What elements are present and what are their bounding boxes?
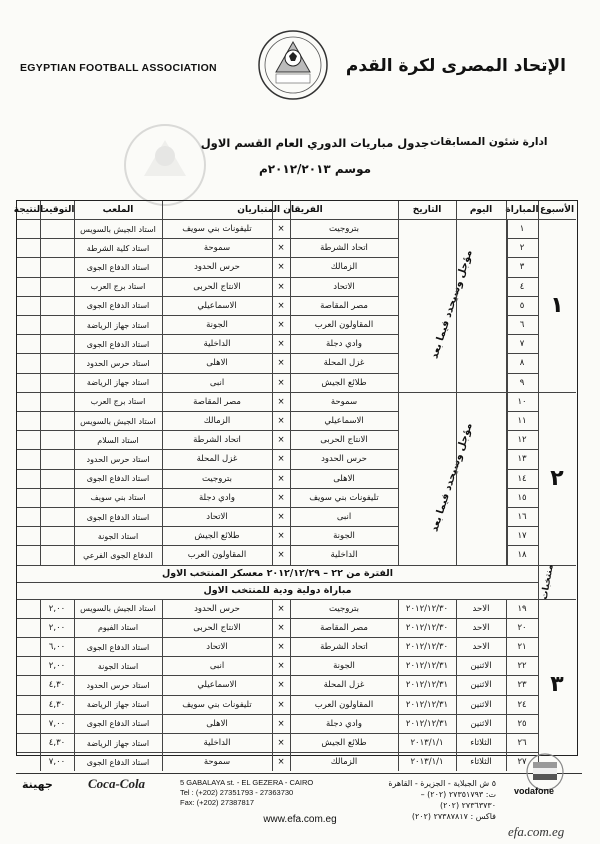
vs-sign: ×: [277, 492, 285, 503]
match-day: الثلاثاء: [470, 738, 492, 749]
match-date: ٢٠١٣/١/١: [410, 757, 444, 768]
match-venue: استاد الجونة: [97, 531, 139, 541]
match-time: ٧,٠٠: [48, 757, 66, 768]
footer-contact-english: [180, 778, 313, 808]
column-divider: [290, 599, 291, 772]
match-number: ٤: [519, 281, 525, 292]
match-date: ٢٠١٢/١٢/٣٠: [405, 642, 449, 653]
match-number: ٢٠: [517, 622, 527, 633]
match-result: [17, 753, 40, 771]
home-team: بتروجيت: [329, 224, 359, 235]
column-divider: [506, 219, 507, 565]
match-time: [40, 278, 74, 296]
match-date: ٢٠١٢/١٢/٣١: [405, 661, 449, 672]
vs-sign: ×: [277, 281, 285, 292]
vs-sign: ×: [277, 224, 285, 235]
header-venue: الملعب: [102, 205, 134, 215]
match-day: الاثنين: [470, 699, 492, 710]
column-divider: [398, 599, 399, 772]
home-team: الاتحاد: [333, 281, 355, 292]
match-time: [40, 220, 74, 238]
vs-sign: ×: [277, 757, 285, 768]
away-team: الانتاج الحربى: [193, 281, 241, 292]
match-result: [17, 335, 40, 353]
match-time: [40, 239, 74, 257]
home-team: غزل المحلة: [323, 680, 365, 691]
column-divider: [506, 599, 507, 772]
away-team: مصر المقاصة: [193, 396, 241, 407]
match-venue: استاد بني سويف: [90, 493, 146, 503]
away-team: سموحة: [203, 757, 231, 768]
footer-address-ar: ٥ ش الجبلاية - الجزيرة - القاهرة: [388, 779, 496, 788]
away-team: الجونة: [206, 320, 228, 331]
away-team: حرس الحدود: [194, 262, 240, 273]
match-number: ١٩: [517, 603, 527, 614]
footer-divider: [16, 773, 582, 774]
away-team: بتروجيت: [202, 473, 232, 484]
match-date: ٢٠١٢/١٢/٣١: [405, 699, 449, 710]
match-result: [17, 297, 40, 315]
vs-sign: ×: [277, 718, 285, 729]
header-teams: الفريقان المتباريان: [237, 205, 323, 215]
vs-sign: ×: [277, 243, 285, 254]
match-day: الاحد: [472, 603, 490, 614]
home-team: وادي دجلة: [325, 339, 363, 350]
vs-sign: ×: [277, 262, 285, 273]
away-team: سموحة: [203, 243, 231, 254]
match-time: [40, 316, 74, 334]
match-number: ٩: [519, 377, 525, 388]
match-number: ٢٥: [517, 718, 527, 729]
match-number: ١٧: [517, 531, 527, 542]
away-team: اتحاد الشرطة: [193, 435, 241, 446]
column-divider: [74, 599, 75, 772]
table-row: [17, 637, 538, 656]
match-venue: استاد الدفاع الجوى: [86, 512, 150, 522]
column-divider: [398, 201, 399, 219]
match-venue: استاد الدفاع الجوى: [86, 719, 150, 729]
match-venue: استاد جهاز الرياضة: [86, 738, 150, 748]
vs-sign: ×: [277, 680, 285, 691]
match-result: [17, 354, 40, 372]
column-divider: [272, 599, 273, 772]
match-result: [17, 316, 40, 334]
match-venue: استاد الدفاع الجوى: [86, 339, 150, 349]
match-result: [17, 657, 40, 675]
match-venue: استاد الدفاع الجوى: [86, 301, 150, 311]
away-team: الانتاج الحربى: [193, 622, 241, 633]
home-team: الانتاج الحربى: [320, 435, 368, 446]
footer-fax-en: Fax: (+202) 27387817: [180, 798, 255, 807]
match-result: [17, 527, 40, 545]
match-result: [17, 638, 40, 656]
match-date: ٢٠١٢/١٢/٣١: [405, 680, 449, 691]
match-result: [17, 374, 40, 392]
away-team: وادي دجلة: [198, 492, 236, 503]
home-team: المقاولون العرب: [314, 320, 374, 331]
match-time: [40, 412, 74, 430]
vs-sign: ×: [277, 435, 285, 446]
match-day: الاثنين: [470, 718, 492, 729]
match-time: ٢,٠٠: [48, 603, 66, 614]
away-team: الداخلية: [203, 738, 231, 749]
match-number: ٦: [519, 320, 525, 331]
match-day: الاثنين: [470, 661, 492, 672]
away-team: تليفونات بني سويف: [182, 224, 252, 235]
home-team: طلائع الجيش: [321, 377, 367, 388]
vs-sign: ×: [277, 531, 285, 542]
match-venue: استاد الجونة: [97, 661, 139, 671]
footer-address-en: 5 GABALAYA st. - EL GEZERA - CAIRO: [180, 778, 314, 787]
away-team: الاهلى: [206, 718, 228, 729]
column-divider: [40, 201, 41, 219]
vs-sign: ×: [277, 339, 285, 350]
away-team: غزل المحلة: [196, 454, 238, 465]
footer-website[interactable]: www.efa.com.eg: [263, 814, 337, 825]
match-venue: استاد حرس الحدود: [86, 358, 150, 368]
match-time: [40, 546, 74, 564]
week-3-divider: [538, 599, 576, 600]
home-team: انبى: [336, 512, 352, 523]
vs-sign: ×: [277, 512, 285, 523]
vs-sign: ×: [277, 622, 285, 633]
match-time: ٦,٠٠: [48, 642, 66, 653]
header-result: النتيجة: [13, 205, 44, 215]
match-venue: استاد حرس الحدود: [86, 454, 150, 464]
match-venue: استاد حرس الحدود: [86, 680, 150, 690]
week-2-label: ٢: [550, 465, 564, 491]
match-result: [17, 734, 40, 752]
match-venue: استاد كلية الشرطة: [86, 243, 150, 253]
match-time: ٧,٠٠: [48, 718, 66, 729]
column-divider: [272, 219, 273, 565]
table-row: [17, 675, 538, 694]
match-venue: استاد برج العرب: [90, 282, 146, 292]
match-date: ٢٠١٢/١٢/٣٠: [405, 622, 449, 633]
match-time: [40, 374, 74, 392]
match-time: [40, 354, 74, 372]
match-time: ٤,٣٠: [48, 738, 66, 749]
match-number: ٢١: [517, 642, 527, 653]
vodafone-logo: vodafone: [514, 786, 555, 796]
vs-sign: ×: [277, 550, 285, 561]
match-result: [17, 470, 40, 488]
table-row: [17, 656, 538, 675]
match-time: [40, 508, 74, 526]
match-day: الاحد: [472, 642, 490, 653]
vs-sign: ×: [277, 416, 285, 427]
match-venue: استاد السلام: [97, 435, 139, 445]
match-date: ٢٠١٢/١٢/٣١: [405, 718, 449, 729]
vs-sign: ×: [277, 661, 285, 672]
match-venue: استاد الجيش بالسويس: [80, 416, 156, 426]
efa-logo-icon: [256, 28, 330, 102]
home-team: الاهلى: [333, 473, 355, 484]
season-label: موسم ٢٠١٢/٢٠١٣م: [258, 162, 372, 176]
match-number: ١١: [517, 416, 527, 427]
vs-sign: ×: [277, 300, 285, 311]
match-result: [17, 450, 40, 468]
column-divider: [162, 219, 163, 565]
match-venue: استاد جهاز الرياضة: [86, 700, 150, 710]
department-name: ادارة شئون المسابقات: [430, 136, 548, 148]
match-result: [17, 431, 40, 449]
match-date: ٢٠١٣/١/١: [410, 738, 444, 749]
match-day: الثلاثاء: [470, 757, 492, 768]
match-date: ٢٠١٢/١٢/٣٠: [405, 603, 449, 614]
match-venue: استاد الدفاع الجوى: [86, 474, 150, 484]
match-venue: استاد الجيش بالسويس: [80, 224, 156, 234]
match-time: [40, 258, 74, 276]
vs-sign: ×: [277, 603, 285, 614]
column-divider: [538, 201, 539, 771]
match-result: [17, 600, 40, 618]
away-team: الاتحاد: [206, 512, 228, 523]
match-venue: استاد الدفاع الجوى: [86, 262, 150, 272]
break-week-divider: [538, 565, 576, 566]
match-venue: استاد جهاز الرياضة: [86, 320, 150, 330]
week-3-label: ٣: [550, 672, 564, 698]
match-venue: الدفاع الجوى الفرعي: [83, 550, 153, 560]
match-result: [17, 258, 40, 276]
home-team: وادي دجلة: [325, 718, 363, 729]
week-1-label: ١: [550, 292, 564, 318]
org-name-arabic: الإتحاد المصرى لكرة القدم: [345, 56, 566, 76]
home-team: الجونة: [333, 661, 355, 672]
document-title: جدول مباريات الدوري العام القسم الاول: [200, 136, 430, 150]
away-team: انبى: [209, 661, 225, 672]
vs-sign: ×: [277, 454, 285, 465]
home-team: تليفونات بني سويف: [309, 492, 379, 503]
footer-tel-ar: ت: ٢٧٣٥١٧٩٣ (٢٠٢) – ٢٧٣٦٣٧٣٠ (٢٠٢): [420, 790, 496, 810]
match-number: ١٠: [517, 396, 527, 407]
table-row: [17, 733, 538, 752]
match-number: ١٤: [517, 473, 527, 484]
match-result: [17, 696, 40, 714]
match-number: ٨: [519, 358, 525, 369]
match-number: ١٨: [517, 550, 527, 561]
break-line-1: الفترة من ٢٢ – ٢٠١٢/١٢/٢٩ معسكر المنتخب الاول: [17, 565, 538, 582]
match-time: ٢,٠٠: [48, 661, 66, 672]
vs-sign: ×: [277, 320, 285, 331]
vs-sign: ×: [277, 473, 285, 484]
match-day: الاثنين: [470, 680, 492, 691]
table-row: [17, 618, 538, 637]
vs-sign: ×: [277, 396, 285, 407]
column-divider: [456, 201, 457, 219]
match-time: [40, 335, 74, 353]
home-team: الزمالك: [330, 757, 358, 768]
column-divider: [74, 219, 75, 565]
org-name-english: EGYPTIAN FOOTBALL ASSOCIATION: [20, 62, 217, 74]
match-number: ٢٣: [517, 680, 527, 691]
efa-watermark-icon: [120, 120, 210, 210]
column-divider: [398, 219, 399, 565]
match-number: ١٢: [517, 435, 527, 446]
week-2-postponed-note: مؤجل وسيحدد فيما بعد: [429, 421, 475, 534]
away-team: انبى: [209, 377, 225, 388]
away-team: الاسماعيلي: [197, 300, 237, 311]
week-1-postponed-note: مؤجل وسيحدد فيما بعد: [429, 249, 475, 361]
match-result: [17, 489, 40, 507]
break-week-label: منتخبات: [539, 563, 556, 600]
away-team: الاهلى: [206, 358, 228, 369]
column-divider: [272, 201, 273, 219]
match-venue: استاد الفيوم: [97, 623, 139, 633]
table-row: [17, 695, 538, 714]
fixtures-table: [13, 200, 578, 768]
match-venue: استاد الدفاع الجوى: [86, 642, 150, 652]
match-number: ١٦: [517, 512, 527, 523]
match-number: ٣: [519, 262, 525, 273]
match-result: [17, 619, 40, 637]
match-time: [40, 297, 74, 315]
match-venue: استاد الدفاع الجوى: [86, 757, 150, 767]
away-team: الاسماعيلي: [197, 680, 237, 691]
home-team: الزمالك: [330, 262, 358, 273]
match-result: [17, 239, 40, 257]
match-time: ٤,٣٠: [48, 699, 66, 710]
away-team: حرس الحدود: [194, 603, 240, 614]
footer-fax-ar: فاكس : ٢٧٣٨٧٨١٧ (٢٠٢): [411, 812, 496, 821]
match-number: ٢: [519, 243, 525, 254]
match-number: ١٥: [517, 492, 527, 503]
column-divider: [74, 201, 75, 219]
header-day: اليوم: [469, 205, 493, 215]
home-team: طلائع الجيش: [321, 738, 367, 749]
match-number: ٥: [519, 300, 525, 311]
match-time: [40, 431, 74, 449]
match-time: [40, 489, 74, 507]
header-date: التاريخ: [412, 205, 442, 215]
match-result: [17, 508, 40, 526]
break-line-2: مباراة دولية ودية للمنتخب الاول: [17, 582, 538, 599]
home-team: المقاولون العرب: [314, 699, 374, 710]
away-team: الزمالك: [203, 416, 231, 427]
match-time: ٢,٠٠: [48, 622, 66, 633]
match-result: [17, 715, 40, 733]
match-number: ١٣: [517, 454, 527, 465]
away-team: الاتحاد: [206, 642, 228, 653]
away-team: المقاولون العرب: [187, 550, 247, 561]
table-row: [17, 752, 538, 771]
column-divider: [456, 219, 457, 565]
match-result: [17, 676, 40, 694]
column-divider: [162, 599, 163, 772]
coca-cola-logo: Coca-Cola: [88, 776, 146, 791]
match-venue: استاد الجيش بالسويس: [80, 604, 156, 614]
vs-sign: ×: [277, 642, 285, 653]
match-time: [40, 470, 74, 488]
footer-tel-en: Tel : (+202) 27351793 - 27363730: [180, 788, 294, 797]
home-team: الاسماعيلي: [324, 416, 364, 427]
match-result: [17, 220, 40, 238]
home-team: الداخلية: [330, 550, 358, 561]
match-time: [40, 450, 74, 468]
away-team: طلائع الجيش: [194, 531, 240, 542]
home-team: سموحة: [330, 396, 358, 407]
away-team: تليفونات بني سويف: [182, 699, 252, 710]
column-divider: [456, 599, 457, 772]
column-divider: [290, 201, 291, 219]
vs-sign: ×: [277, 377, 285, 388]
juhayna-logo: جهينة: [22, 778, 53, 791]
match-venue: استاد جهاز الرياضة: [86, 378, 150, 388]
site-watermark: efa.com.eg: [508, 824, 565, 839]
home-team: الجونة: [333, 531, 355, 542]
column-divider: [162, 201, 163, 219]
home-team: اتحاد الشرطة: [320, 642, 368, 653]
match-time: [40, 527, 74, 545]
vs-sign: ×: [277, 699, 285, 710]
column-divider: [506, 201, 507, 219]
home-team: حرس الحدود: [321, 454, 367, 465]
header-match: المباراة: [505, 205, 539, 215]
match-result: [17, 278, 40, 296]
header-time: التوقيت: [39, 205, 75, 215]
column-divider: [40, 219, 41, 565]
header-week: الأسبوع: [539, 205, 575, 215]
match-result: [17, 412, 40, 430]
match-number: ٢٦: [517, 738, 527, 749]
match-time: [40, 393, 74, 411]
match-venue: استاد برج العرب: [90, 397, 146, 407]
vs-sign: ×: [277, 738, 285, 749]
week-1-divider: [538, 219, 576, 220]
match-number: ٢٧: [517, 757, 527, 768]
match-number: ٧: [519, 339, 525, 350]
home-team: اتحاد الشرطة: [320, 243, 368, 254]
home-team: غزل المحلة: [323, 358, 365, 369]
column-divider: [40, 599, 41, 772]
match-number: ٢٢: [517, 661, 527, 672]
week-2-divider: [538, 392, 576, 393]
match-time: ٤,٣٠: [48, 680, 66, 691]
match-number: ١: [519, 224, 525, 235]
match-number: ٢٤: [517, 699, 527, 710]
home-team: مصر المقاصة: [320, 622, 368, 633]
home-team: بتروجيت: [329, 603, 359, 614]
vs-sign: ×: [277, 358, 285, 369]
column-divider: [290, 219, 291, 565]
table-header-row: [13, 201, 576, 219]
match-day: الاحد: [472, 622, 490, 633]
table-row: [17, 714, 538, 733]
match-result: [17, 546, 40, 564]
table-row: [17, 599, 538, 618]
away-team: الداخلية: [203, 339, 231, 350]
home-team: مصر المقاصة: [320, 300, 368, 311]
match-result: [17, 393, 40, 411]
